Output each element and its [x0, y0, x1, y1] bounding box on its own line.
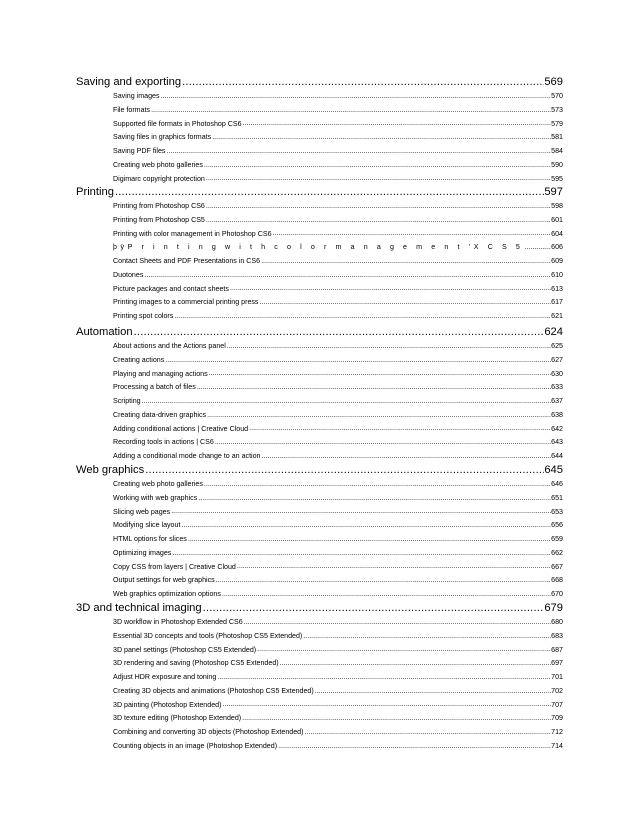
- toc-entry-page: 701: [551, 673, 563, 681]
- toc-entry-title: Copy CSS from layers | Creative Cloud: [113, 562, 236, 571]
- toc-entry-row[interactable]: [113, 407, 563, 419]
- toc-entry-page: 643: [551, 438, 563, 447]
- toc-entry-row[interactable]: [113, 129, 563, 141]
- dot-leader: [180, 522, 551, 529]
- toc-entry-page: 709: [551, 714, 563, 723]
- toc-entry-title: Creating web photo galleries: [113, 480, 203, 488]
- toc-section-title: Printing: [76, 186, 114, 198]
- dot-leader: [141, 398, 552, 405]
- toc-entry-title: 3D texture editing (Photoshop Extended): [113, 714, 242, 723]
- dot-leader: [150, 107, 551, 114]
- toc-entry-row[interactable]: [113, 267, 563, 279]
- dot-leader: [202, 603, 545, 614]
- toc-entry-row[interactable]: [113, 669, 563, 681]
- toc-entry-page: 610: [551, 270, 563, 279]
- toc-entry-page: 642: [551, 424, 563, 433]
- toc-entry-title: 3D painting (Photoshop Extended): [113, 700, 222, 709]
- toc-entry-title: 3D workflow in Photoshop Extended CS6: [113, 618, 243, 626]
- toc-entry-title: Adding a conditional mode change to an action: [113, 452, 261, 460]
- dot-leader: [164, 357, 551, 364]
- toc-entry-title: Scripting: [113, 397, 141, 405]
- dot-leader: [226, 343, 551, 350]
- toc-entry-row[interactable]: [113, 490, 563, 502]
- dot-leader: [171, 550, 551, 557]
- toc-entry-title: Output settings for web graphics: [113, 576, 215, 585]
- dot-leader: [236, 563, 551, 570]
- toc-entry-page: 651: [551, 493, 563, 502]
- toc-section-row[interactable]: [76, 598, 563, 614]
- toc-entry-title: Creating 3D objects and animations (Photoshop CS5 Extended): [113, 686, 314, 695]
- dot-leader: [258, 299, 551, 306]
- toc-entry-title: Creating web photo galleries: [113, 160, 203, 169]
- toc-entry-row[interactable]: [113, 476, 563, 488]
- toc-entry-row[interactable]: [113, 239, 563, 251]
- toc-entry-page: 621: [551, 312, 563, 320]
- toc-entry-row[interactable]: [113, 504, 563, 516]
- toc-entry-page: 579: [551, 119, 563, 128]
- toc-entry-page: 570: [551, 92, 563, 100]
- dot-leader: [211, 134, 551, 141]
- toc-entry-title: Adjust HDR exposure and toning: [113, 673, 217, 681]
- toc-entry-page: 670: [551, 590, 563, 598]
- toc-entry-row[interactable]: [113, 545, 563, 557]
- dot-leader: [203, 481, 551, 488]
- toc-entry-page: 638: [551, 410, 563, 419]
- dot-leader: [272, 230, 552, 237]
- toc-section-title: Automation: [76, 326, 133, 338]
- dot-leader: [279, 660, 552, 667]
- toc-entry-title: Optimizing images: [113, 548, 172, 557]
- toc-section-row[interactable]: [76, 72, 563, 88]
- toc-entry-row[interactable]: [113, 157, 563, 169]
- toc-entry-row[interactable]: [113, 253, 563, 265]
- dot-leader: [133, 327, 545, 338]
- toc-entry-page: 714: [551, 741, 563, 750]
- toc-entry-page: 668: [551, 576, 563, 585]
- dot-leader: [221, 591, 551, 598]
- dot-leader: [181, 77, 544, 88]
- toc-entry-page: 573: [551, 105, 563, 114]
- toc-entry-page: 667: [551, 562, 563, 571]
- toc-section-page: 645: [544, 464, 563, 476]
- toc-entry-row[interactable]: [113, 517, 563, 529]
- toc-entry-row[interactable]: [113, 421, 563, 433]
- toc-entry-page: 630: [551, 369, 563, 378]
- toc-entry-row[interactable]: [113, 628, 563, 640]
- toc-entry-page: 609: [551, 257, 563, 265]
- dot-leader: [214, 439, 551, 446]
- dot-leader: [243, 619, 551, 626]
- toc-entry-row[interactable]: [113, 281, 563, 293]
- dot-leader: [197, 495, 551, 502]
- toc-entry-page: 683: [551, 631, 563, 640]
- toc-entry-page: 601: [551, 215, 563, 224]
- toc-entry-row[interactable]: [113, 559, 563, 571]
- dot-leader: [196, 384, 551, 391]
- dot-leader: [248, 425, 551, 432]
- toc-entry-page: 680: [551, 618, 563, 626]
- toc-entry-page: 702: [551, 686, 563, 695]
- toc-entry-page: 584: [551, 147, 563, 155]
- toc-entry-page: 707: [551, 700, 563, 709]
- dot-leader: [229, 285, 551, 292]
- dot-leader: [208, 370, 552, 377]
- dot-leader: [206, 412, 551, 419]
- toc-entry-row[interactable]: [113, 338, 563, 350]
- toc-entry-row[interactable]: [113, 697, 563, 709]
- dot-leader: [215, 577, 551, 584]
- dot-leader: [114, 187, 544, 198]
- toc-entry-title: Printing from Photoshop CS5: [113, 215, 205, 224]
- toc-entry-page: 581: [551, 133, 563, 142]
- dot-leader: [160, 93, 552, 100]
- dot-leader: [205, 203, 551, 210]
- dot-leader: [314, 688, 551, 695]
- toc-entry-title: Supported file formats in Photoshop CS6: [113, 119, 242, 128]
- dot-leader: [523, 244, 551, 251]
- toc-entry-row[interactable]: [113, 434, 563, 446]
- toc-entry-title: Modifying slice layout: [113, 521, 181, 530]
- toc-entry-row[interactable]: [113, 366, 563, 378]
- toc-section-page: 624: [544, 326, 563, 338]
- dot-leader: [256, 646, 551, 653]
- dot-leader: [242, 120, 552, 127]
- toc-entry-page: 637: [551, 397, 563, 405]
- toc-entry-page: 625: [551, 342, 563, 350]
- toc-entry-row[interactable]: [113, 308, 563, 320]
- toc-entry-page: 656: [551, 521, 563, 530]
- toc-entry-title: About actions and the Actions panel: [113, 342, 226, 350]
- toc-entry-title: Picture packages and contact sheets: [113, 284, 229, 293]
- toc-entry-row[interactable]: [113, 586, 563, 598]
- toc-section-title: 3D and technical imaging: [76, 602, 202, 614]
- dot-leader: [260, 258, 551, 265]
- dot-leader: [241, 715, 551, 722]
- toc-entry-page: 712: [551, 728, 563, 736]
- toc-section-row[interactable]: [76, 182, 563, 198]
- toc-entry-title: Saving files in graphics formats: [113, 133, 212, 142]
- toc-entry-title: Counting objects in an image (Photoshop Extended): [113, 741, 278, 750]
- toc-entry-row[interactable]: [113, 642, 563, 654]
- toc-entry-row[interactable]: [113, 171, 563, 183]
- toc-entry-page: 617: [551, 298, 563, 307]
- toc-section-page: 597: [544, 186, 563, 198]
- toc-entry-page: 697: [551, 659, 563, 668]
- toc-entry-page: 646: [551, 480, 563, 488]
- toc-entry-row[interactable]: [113, 531, 563, 543]
- dot-leader: [170, 508, 551, 515]
- toc-entry-row[interactable]: [113, 116, 563, 128]
- toc-entry-title: Working with web graphics: [113, 493, 198, 502]
- toc-entry-title: Saving PDF files: [113, 147, 166, 155]
- toc-entry-page: 604: [551, 229, 563, 238]
- toc-entry-title: Creating data-driven graphics: [113, 410, 207, 419]
- toc-entry-title: Printing with color management in Photoshop CS6: [113, 229, 272, 238]
- toc-entry-title: HTML options for slices: [113, 535, 187, 543]
- toc-entry-row[interactable]: [113, 614, 563, 626]
- toc-section-page: 679: [544, 602, 563, 614]
- toc-entry-row[interactable]: [113, 143, 563, 155]
- toc-entry-row[interactable]: [113, 448, 563, 460]
- toc-entry-page: 613: [551, 284, 563, 293]
- toc-entry-row[interactable]: [113, 212, 563, 224]
- toc-entry-row[interactable]: [113, 683, 563, 695]
- dot-leader: [187, 536, 551, 543]
- toc-section-row[interactable]: [76, 460, 563, 476]
- dot-leader: [302, 633, 551, 640]
- dot-leader: [143, 272, 551, 279]
- toc-entry-title: Adding conditional actions | Creative Cloud: [113, 424, 249, 433]
- toc-entry-row[interactable]: [113, 294, 563, 306]
- toc-entry-row[interactable]: [113, 88, 563, 100]
- toc-entry-title: þÿP r i n t i n g w i t h c o l o r m a n a g e m e n t ’X C S 5: [113, 243, 524, 252]
- toc-entry-row[interactable]: [113, 379, 563, 391]
- dot-leader: [173, 313, 551, 320]
- toc-entry-row[interactable]: [113, 710, 563, 722]
- toc-entry-row[interactable]: [113, 393, 563, 405]
- toc-entry-row[interactable]: [113, 102, 563, 114]
- toc-entry-title: Saving images: [113, 92, 160, 100]
- dot-leader: [261, 453, 552, 460]
- dot-leader: [165, 148, 551, 155]
- toc-entry-title: File formats: [113, 105, 151, 114]
- toc-entry-title: 3D rendering and saving (Photoshop CS5 Extended): [113, 659, 279, 668]
- toc-entry-page: 590: [551, 160, 563, 169]
- toc-entry-title: Recording tools in actions | CS6: [113, 438, 214, 447]
- toc-entry-title: Contact Sheets and PDF Presentations in CS6: [113, 257, 261, 265]
- dot-leader: [216, 674, 551, 681]
- toc-entry-page: 653: [551, 507, 563, 516]
- toc-entry-page: 644: [551, 452, 563, 460]
- toc-entry-row[interactable]: [113, 226, 563, 238]
- toc-entry-row[interactable]: [113, 655, 563, 667]
- toc-entry-title: Printing images to a commercial printing press: [113, 298, 259, 307]
- toc-entry-title: Combining and converting 3D objects (Photoshop Extended): [113, 728, 304, 736]
- toc-entry-row[interactable]: [113, 198, 563, 210]
- toc-entry-title: Duotones: [113, 270, 144, 279]
- toc-entry-row[interactable]: [113, 738, 563, 750]
- toc-section-title: Saving and exporting: [76, 76, 182, 88]
- toc-entry-title: Printing spot colors: [113, 312, 174, 320]
- toc-entry-page: 598: [551, 202, 563, 210]
- toc-section-page: 569: [544, 76, 563, 88]
- toc-entry-title: Playing and managing actions: [113, 369, 208, 378]
- dot-leader: [203, 162, 551, 169]
- toc-entry-title: Creating actions: [113, 355, 165, 364]
- toc-entry-title: Digimarc copyright protection: [113, 174, 205, 183]
- toc-entry-title: Web graphics optimization options: [113, 590, 221, 598]
- toc-entry-page: 606: [551, 243, 563, 252]
- toc-entry-page: 687: [551, 645, 563, 654]
- toc-entry-page: 595: [551, 174, 563, 183]
- dot-leader: [277, 743, 551, 750]
- dot-leader: [303, 729, 551, 736]
- toc-entry-title: Printing from Photoshop CS6: [113, 202, 205, 210]
- toc-entry-title: Slicing web pages: [113, 507, 171, 516]
- toc-entry-title: Essential 3D concepts and tools (Photoshop CS5 Extended): [113, 631, 303, 640]
- toc-entry-page: 659: [551, 535, 563, 543]
- toc-section-title: Web graphics: [76, 464, 145, 476]
- toc-entry-row[interactable]: [113, 572, 563, 584]
- toc-entry-row[interactable]: [113, 352, 563, 364]
- dot-leader: [205, 217, 551, 224]
- toc-entry-page: 662: [551, 548, 563, 557]
- toc-section-row[interactable]: [76, 322, 563, 338]
- dot-leader: [144, 465, 544, 476]
- toc-entry-row[interactable]: [113, 724, 563, 736]
- toc-entry-page: 627: [551, 355, 563, 364]
- toc-entry-title: 3D panel settings (Photoshop CS5 Extended): [113, 645, 257, 654]
- toc-entry-page: 633: [551, 383, 563, 392]
- dot-leader: [221, 701, 551, 708]
- toc-entry-title: Processing a batch of files: [113, 383, 196, 392]
